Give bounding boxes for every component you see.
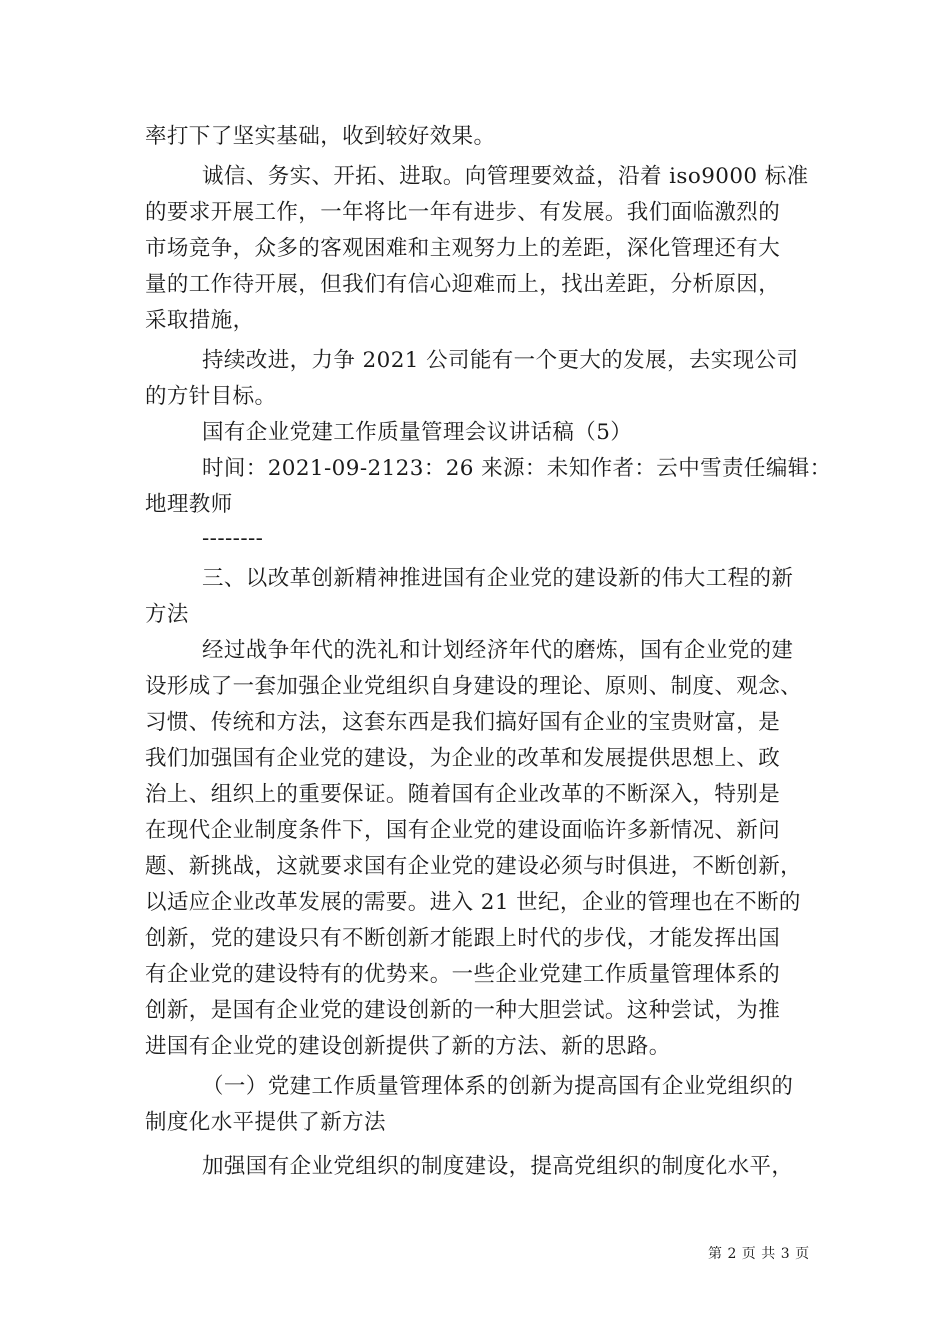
text-line: 率打下了坚实基础，收到较好效果。 bbox=[145, 124, 496, 149]
text-line: 的方针目标。 bbox=[145, 384, 277, 409]
text-line: 诚信、务实、开拓、进取。向管理要效益，沿着 iso9000 标准 bbox=[202, 164, 809, 189]
text-line: 有企业党的建设特有的优势来。一些企业党建工作质量管理体系的 bbox=[145, 962, 781, 987]
section-heading: 三、以改革创新精神推进国有企业党的建设新的伟大工程的新 bbox=[202, 566, 794, 591]
text-line: 的要求开展工作，一年将比一年有进步、有发展。我们面临激烈的 bbox=[145, 200, 781, 225]
page-number: 第 2 页 共 3 页 bbox=[708, 1246, 810, 1262]
text-line: 在现代企业制度条件下，国有企业党的建设面临许多新情况、新问 bbox=[145, 818, 781, 843]
separator-dashes: -------- bbox=[202, 526, 264, 551]
text-line: 习惯、传统和方法，这套东西是我们搞好国有企业的宝贵财富，是 bbox=[145, 710, 781, 735]
text-line: 以适应企业改革发展的需要。进入 21 世纪，企业的管理也在不断的 bbox=[145, 890, 801, 915]
text-line: 采取措施， bbox=[145, 308, 255, 333]
text-line: 市场竞争，众多的客观困难和主观努力上的差距，深化管理还有大 bbox=[145, 236, 781, 261]
text-line: 创新，是国有企业党的建设创新的一种大胆尝试。这种尝试，为推 bbox=[145, 998, 781, 1023]
subsection-heading: 制度化水平提供了新方法 bbox=[145, 1110, 386, 1135]
article-meta: 地理教师 bbox=[145, 492, 233, 517]
text-line: 持续改进，力争 2021 公司能有一个更大的发展，去实现公司 bbox=[202, 348, 799, 373]
text-line: 我们加强国有企业党的建设，为企业的改革和发展提供思想上、政 bbox=[145, 746, 781, 771]
text-line: 进国有企业党的建设创新提供了新的方法、新的思路。 bbox=[145, 1034, 671, 1059]
text-line: 治上、组织上的重要保证。随着国有企业改革的不断深入，特别是 bbox=[145, 782, 781, 807]
subsection-heading: （一）党建工作质量管理体系的创新为提高国有企业党组织的 bbox=[202, 1074, 794, 1099]
section-heading: 方法 bbox=[145, 602, 189, 627]
text-line: 加强国有企业党组织的制度建设，提高党组织的制度化水平， bbox=[202, 1154, 794, 1179]
text-line: 设形成了一套加强企业党组织自身建设的理论、原则、制度、观念、 bbox=[145, 674, 803, 699]
text-line: 量的工作待开展，但我们有信心迎难而上，找出差距，分析原因， bbox=[145, 272, 781, 297]
article-meta: 时间：2021-09-2123：26 来源：未知作者：云中雪责任编辑： bbox=[202, 456, 832, 481]
text-line: 创新，党的建设只有不断创新才能跟上时代的步伐，才能发挥出国 bbox=[145, 926, 781, 951]
text-line: 题、新挑战，这就要求国有企业党的建设必须与时俱进，不断创新， bbox=[145, 854, 803, 879]
article-title: 国有企业党建工作质量管理会议讲话稿（5） bbox=[202, 420, 633, 445]
text-line: 经过战争年代的洗礼和计划经济年代的磨炼，国有企业党的建 bbox=[202, 638, 794, 663]
